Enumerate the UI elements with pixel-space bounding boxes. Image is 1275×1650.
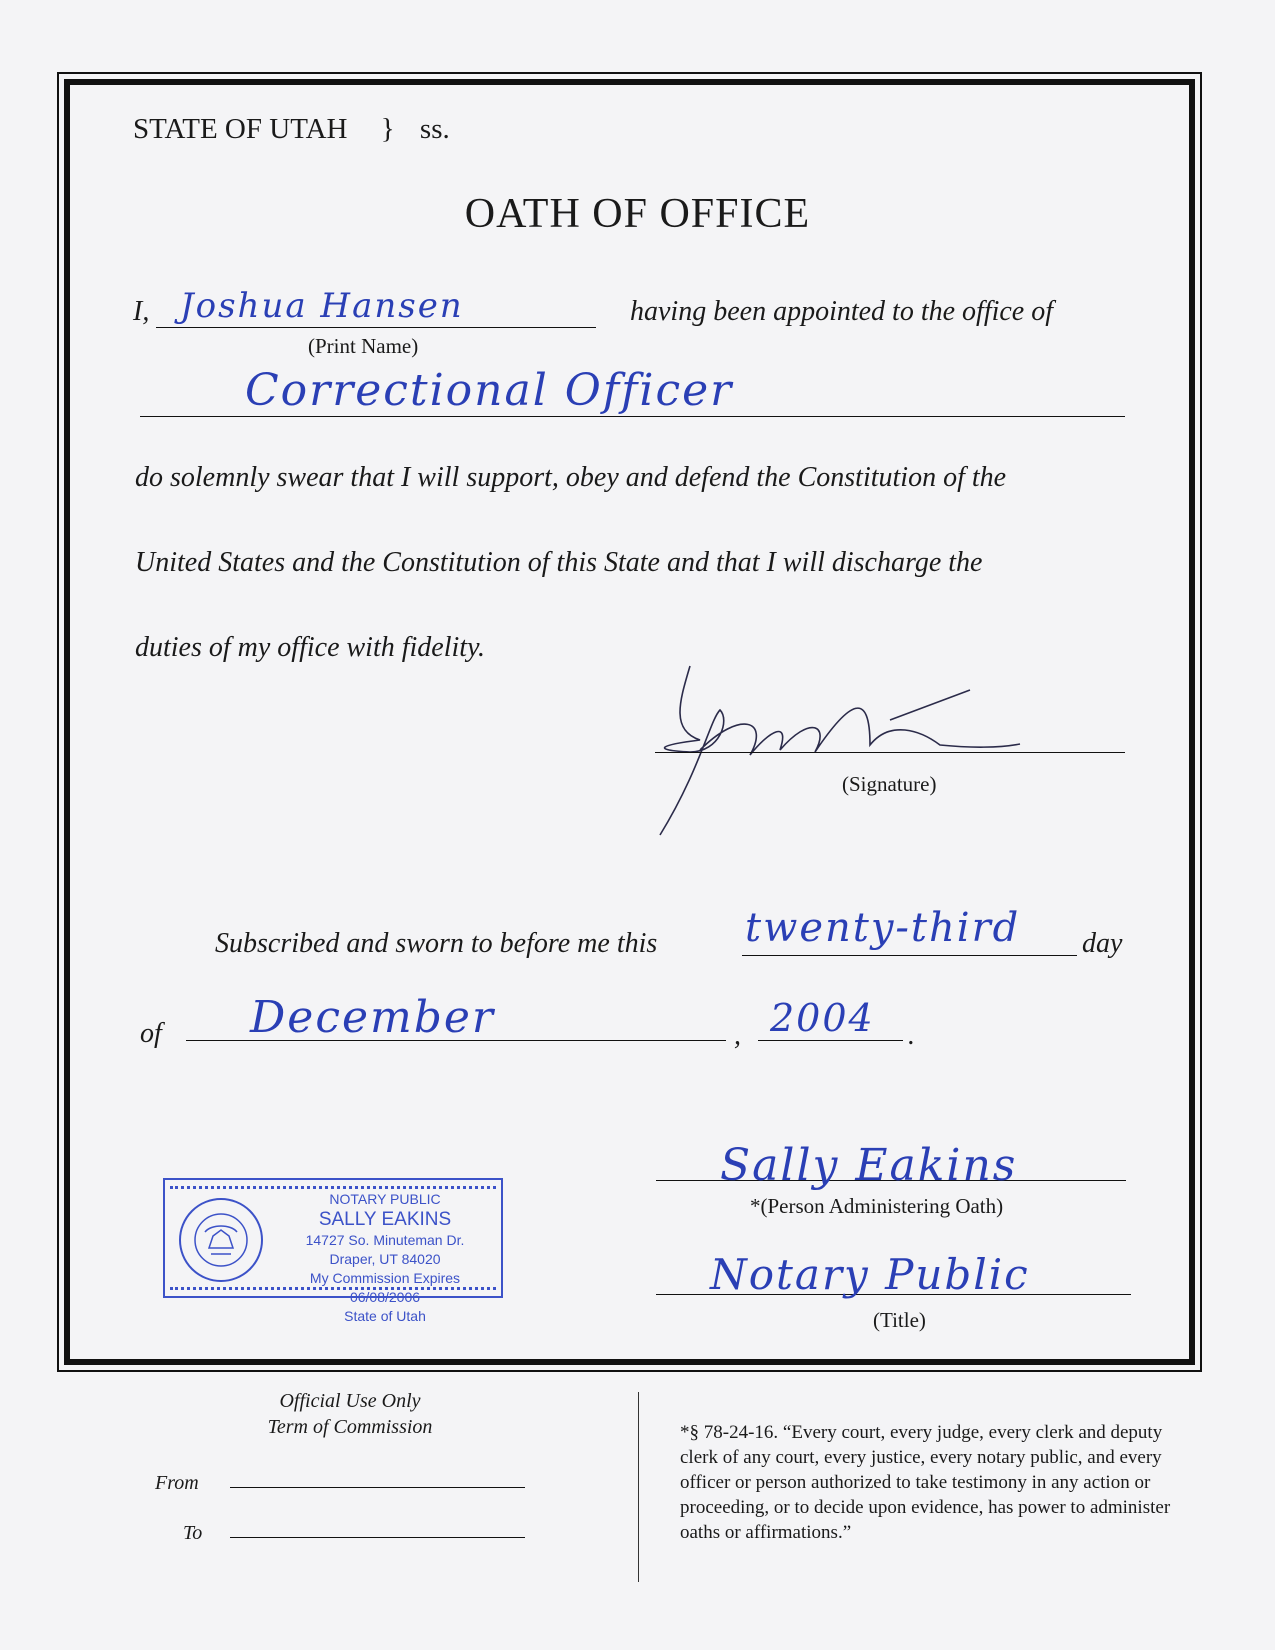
stamp-text xyxy=(275,1190,495,1326)
official-use-heading xyxy=(230,1388,470,1440)
oath-line-2: United States and the Constitution of this State and that I will discharge the xyxy=(135,547,983,578)
statute-footnote: *§ 78-24-16. “Every court, every judge, every clerk and deputy clerk of any court, every justice, every notary public, and every officer or person authorized to take testimony in any action or proceeding, or to decide upon evidence, has power to administer oaths or affirmations.” xyxy=(680,1422,1171,1543)
date-period: . xyxy=(908,1020,915,1051)
administrator-signature: Sally Eakins xyxy=(720,1140,1018,1191)
from-label: From xyxy=(155,1472,199,1494)
year-line xyxy=(758,1040,903,1041)
state-name: STATE OF UTAH xyxy=(133,113,348,145)
stamp-notary-public: NOTARY PUBLIC xyxy=(329,1191,441,1207)
brace: } xyxy=(380,113,395,145)
name-line xyxy=(156,327,596,328)
year-value: 2004 xyxy=(770,996,875,1040)
ss-abbrev: ss. xyxy=(419,113,450,145)
subscribed-text: Subscribed and sworn to before me this xyxy=(215,928,658,959)
from-line xyxy=(230,1487,525,1488)
to-line xyxy=(230,1537,525,1538)
official-use-label: Official Use Only xyxy=(279,1390,421,1412)
state-heading xyxy=(133,113,450,146)
appointed-text: having been appointed to the office of xyxy=(630,296,1054,327)
office-line xyxy=(140,416,1125,417)
title-caption: (Title) xyxy=(873,1308,926,1332)
administrator-caption: *(Person Administering Oath) xyxy=(750,1194,1004,1218)
oath-line-1: do solemnly swear that I will support, obey and defend the Constitution of the xyxy=(135,462,1007,493)
document-title: OATH OF OFFICE xyxy=(464,191,811,237)
print-name-value: Joshua Hansen xyxy=(180,286,464,326)
stamp-address-1: 14727 So. Minuteman Dr. xyxy=(305,1232,465,1248)
stamp-commission: My Commission Expires 06/08/2006 xyxy=(309,1270,461,1305)
footer-divider xyxy=(638,1392,639,1582)
print-name-caption: (Print Name) xyxy=(308,334,419,358)
stamp-state: State of Utah xyxy=(344,1308,426,1324)
term-of-commission-label: Term of Commission xyxy=(267,1416,433,1438)
month-value: December xyxy=(250,992,495,1043)
oath-line-3: duties of my office with fidelity. xyxy=(135,632,485,663)
signature-line xyxy=(655,752,1125,753)
office-value: Correctional Officer xyxy=(245,365,734,416)
notary-stamp xyxy=(163,1178,503,1324)
to-label: To xyxy=(183,1522,203,1544)
of-word: of xyxy=(140,1018,162,1049)
day-line xyxy=(742,955,1077,956)
date-comma: , xyxy=(734,1020,741,1051)
signature-caption: (Signature) xyxy=(842,772,937,796)
stamp-name: SALLY EAKINS xyxy=(318,1209,452,1230)
i-prefix: I, xyxy=(133,296,150,327)
stamp-address-2: Draper, UT 84020 xyxy=(329,1251,441,1267)
day-word: day xyxy=(1082,928,1123,959)
day-value: twenty-third xyxy=(745,905,1021,951)
state-seal-icon xyxy=(179,1198,263,1282)
handwritten-signature-image xyxy=(640,660,1030,840)
title-value: Notary Public xyxy=(710,1250,1030,1299)
